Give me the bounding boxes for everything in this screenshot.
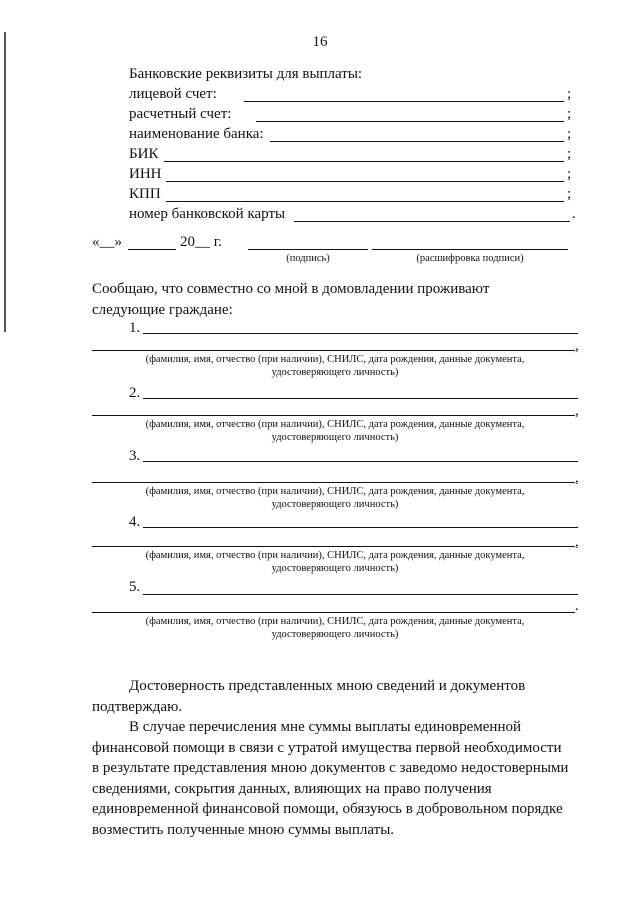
intro-line: Сообщаю, что совместно со мной в домовладении проживают <box>92 281 490 297</box>
resident-caption: (фамилия, имя, отчество (при наличии), СНИЛС, дата рождения, данные документа, удостоверяющего личность) <box>145 486 525 510</box>
field-end-mark: ; <box>567 126 572 142</box>
resident-1-line-1[interactable] <box>143 333 578 334</box>
resident-number: 4. <box>129 514 141 530</box>
signature-decode-line[interactable] <box>372 249 568 250</box>
field-end-mark: ; <box>567 186 572 202</box>
field-end-mark: ; <box>567 86 572 102</box>
resident-caption: (фамилия, имя, отчество (при наличии), СНИЛС, дата рождения, данные документа, удостоверяющего личность) <box>145 616 525 640</box>
date-day: «__» <box>92 234 122 250</box>
signature-decode-caption: (расшифровка подписи) <box>416 253 524 264</box>
line-end-mark: , <box>575 534 579 550</box>
bank-name-input-line[interactable] <box>270 141 564 142</box>
resident-number: 2. <box>129 385 141 401</box>
kpp-input-line[interactable] <box>166 201 564 202</box>
resident-5-line-2[interactable] <box>92 612 575 613</box>
paragraph-line: в результате представления мною документов с заведомо недостоверными <box>92 760 569 776</box>
personal-account-input-line[interactable] <box>244 101 564 102</box>
page-number: 16 <box>312 34 328 50</box>
resident-caption: (фамилия, имя, отчество (при наличии), СНИЛС, дата рождения, данные документа, удостоверяющего личность) <box>145 550 525 574</box>
field-label: КПП <box>129 186 161 202</box>
obligation-paragraph <box>92 717 578 840</box>
paragraph-line: возместить полученные мною суммы выплаты. <box>92 821 395 838</box>
resident-5-line-1[interactable] <box>143 594 578 595</box>
resident-number: 5. <box>129 579 141 595</box>
signature-line[interactable] <box>248 249 368 250</box>
paragraph-line: единовременной финансовой помощи, обязуюсь в добровольном порядке <box>92 801 563 817</box>
resident-2-line-1[interactable] <box>143 398 578 399</box>
field-label: расчетный счет: <box>129 106 232 122</box>
residents-intro <box>92 279 578 320</box>
resident-1-line-2[interactable] <box>92 350 575 351</box>
confirmation-paragraph <box>92 676 578 717</box>
field-end-mark: ; <box>567 166 572 182</box>
line-end-mark: , <box>575 403 579 419</box>
resident-caption: (фамилия, имя, отчество (при наличии), СНИЛС, дата рождения, данные документа, удостоверяющего личность) <box>145 419 525 443</box>
card-number-input-line[interactable] <box>294 221 570 222</box>
date-year: 20__ г. <box>180 234 222 250</box>
field-label: номер банковской карты <box>129 206 286 222</box>
inn-input-line[interactable] <box>166 181 564 182</box>
field-label: наименование банка: <box>129 126 264 142</box>
paragraph-line: Достоверность представленных мною сведений и документов <box>129 678 526 694</box>
line-end-mark: . <box>575 598 579 614</box>
line-end-mark: , <box>575 338 579 354</box>
intro-line: следующие граждане: <box>92 301 233 318</box>
resident-2-line-2[interactable] <box>92 415 575 416</box>
field-end-mark: . <box>572 206 576 222</box>
field-label: лицевой счет: <box>129 86 217 102</box>
field-label: БИК <box>129 146 159 162</box>
resident-number: 1. <box>129 320 141 336</box>
resident-caption: (фамилия, имя, отчество (при наличии), СНИЛС, дата рождения, данные документа, удостоверяющего личность) <box>145 354 525 378</box>
resident-3-line-1[interactable] <box>143 461 578 462</box>
paragraph-line: сведениями, сокрытия данных, влияющих на право получения <box>92 780 492 797</box>
field-end-mark: ; <box>567 146 572 162</box>
field-end-mark: ; <box>567 106 572 122</box>
signature-caption: (подпись) <box>286 253 330 264</box>
paragraph-line: В случае перечисления мне суммы выплаты единовременной <box>129 719 521 735</box>
settlement-account-input-line[interactable] <box>256 121 564 122</box>
field-label: ИНН <box>129 166 162 182</box>
line-end-mark: , <box>575 470 579 486</box>
resident-number: 3. <box>129 448 141 464</box>
paragraph-line: финансовой помощи в связи с утратой имущества первой необходимости <box>92 739 562 756</box>
binder-edge-mark <box>4 32 6 332</box>
date-month-line[interactable] <box>128 249 176 250</box>
resident-4-line-1[interactable] <box>143 527 578 528</box>
resident-4-line-2[interactable] <box>92 546 575 547</box>
bik-input-line[interactable] <box>164 161 564 162</box>
paragraph-line: подтверждаю. <box>92 698 183 715</box>
bank-details-heading: Банковские реквизиты для выплаты: <box>129 66 363 82</box>
resident-3-line-2[interactable] <box>92 482 575 483</box>
